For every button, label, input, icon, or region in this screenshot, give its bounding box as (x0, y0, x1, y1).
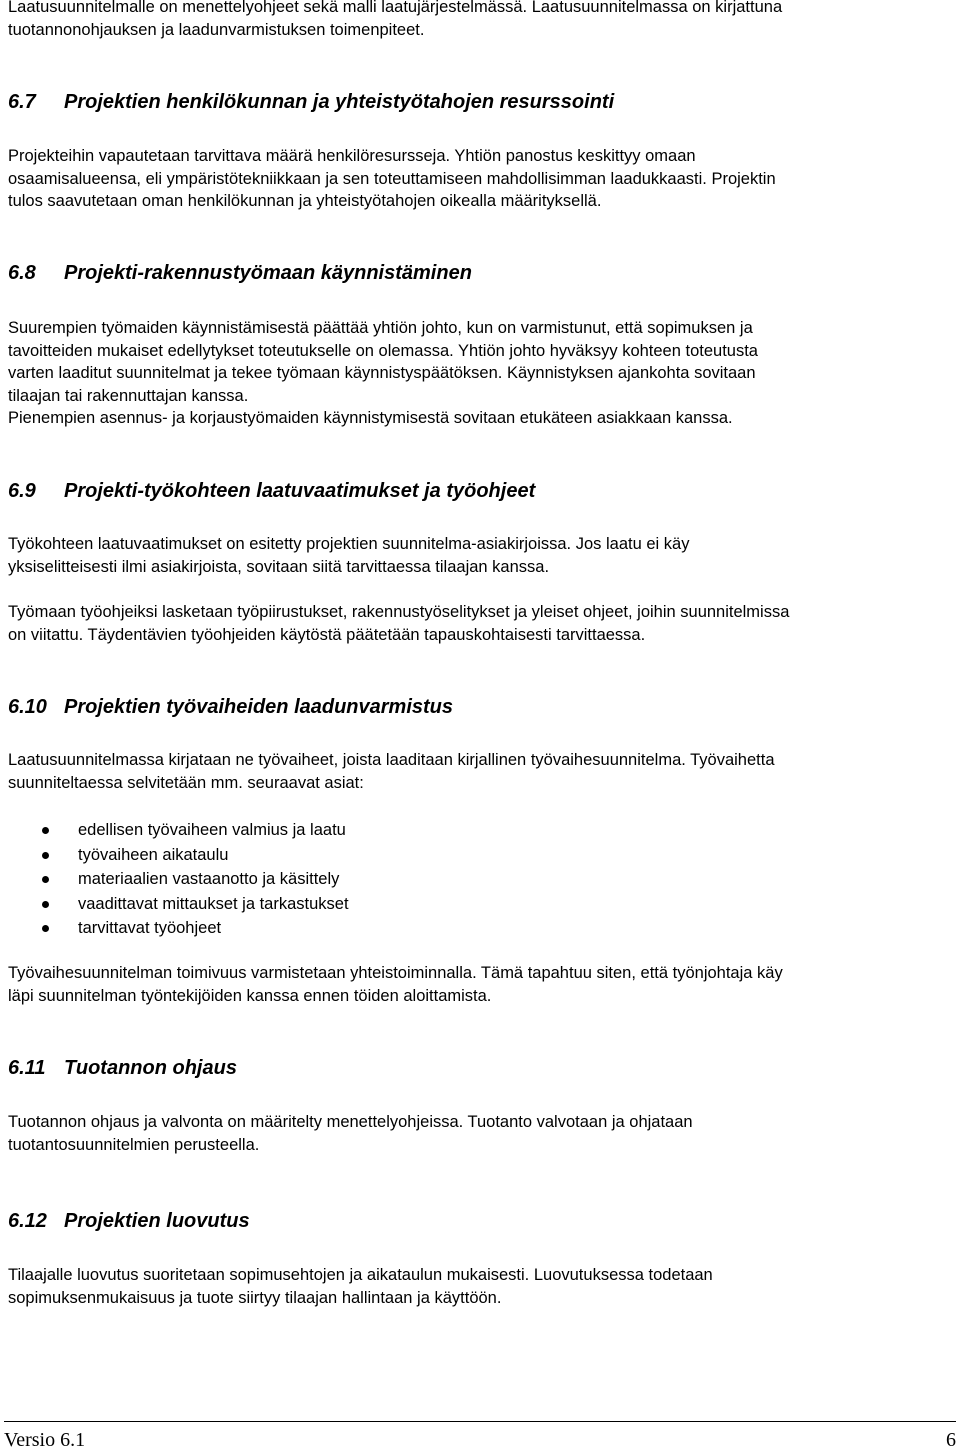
bullet-icon (42, 827, 49, 834)
section-number: 6.8 (8, 262, 36, 284)
list-item (8, 892, 349, 917)
text-line: tilaajan tai rakennuttajan kanssa. (8, 386, 249, 405)
text-line: Tilaajalle luovutus suoritetaan sopimusehtojen ja aikataulun mukaisesti. Luovutuksessa todetaan (8, 1266, 713, 1284)
section-6-10-paragraph-1 (8, 749, 958, 794)
list-item-text: vaadittavat mittaukset ja tarkastukset (78, 894, 349, 913)
text-line: Työkohteen laatuvaatimukset on esitetty projektien suunnitelma-asiakirjoissa. Jos laatu ei käy (8, 535, 690, 553)
section-6-12-paragraph (8, 1264, 958, 1309)
list-item-text: edellisen työvaiheen valmius ja laatu (78, 821, 346, 839)
section-heading-6-10 (8, 695, 453, 719)
text-line: yksiselitteisesti ilmi asiakirjoista, sovitaan siitä tarvittaessa tilaajan kanssa. (8, 557, 550, 576)
text-line: Työmaan työohjeiksi lasketaan työpiirustukset, rakennustyöselitykset ja yleiset ohjeet, joihin suunnitelmissa (8, 603, 790, 621)
section-number: 6.11 (8, 1057, 46, 1079)
section-title: Projekti-rakennustyömaan käynnistäminen (64, 262, 472, 284)
list-item (8, 867, 349, 892)
section-number: 6.7 (8, 91, 36, 113)
bullet-icon (42, 901, 49, 908)
text-line: sopimuksenmukaisuus ja tuote siirtyy tilaajan hallintaan ja käyttöön. (8, 1288, 502, 1307)
section-6-10-paragraph-2 (8, 962, 958, 1007)
list-item-text: materiaalien vastaanotto ja käsittely (78, 870, 340, 888)
section-title: Projektien työvaiheiden laadunvarmistus (64, 696, 454, 718)
text-line: tulos saavutetaan oman henkilökunnan ja yhteistyötahojen oikealla määrityksellä. (8, 192, 602, 210)
section-number: 6.10 (8, 696, 47, 718)
section-heading-6-12 (8, 1209, 250, 1233)
page-number: 6 (946, 1429, 956, 1451)
section-heading-6-7 (8, 90, 614, 114)
section-6-11-paragraph (8, 1111, 958, 1156)
bullet-icon (42, 925, 49, 932)
section-6-7-paragraph (8, 145, 958, 213)
text-line: tuotannonohjauksen ja laadunvarmistuksen toimenpiteet. (8, 20, 425, 39)
text-line: Projekteihin vapautetaan tarvittava määrä henkilöresursseja. Yhtiön panostus keskittyy omaan (8, 147, 696, 165)
section-6-9-paragraph-2 (8, 601, 958, 646)
list-item-text: tarvittavat työohjeet (78, 919, 222, 937)
text-line: varten laaditut suunnitelmat ja tekee työmaan käynnistyspäätöksen. Käynnistyksen ajankohta sovitaan (8, 364, 756, 382)
footer-version: Versio 6.1 (4, 1429, 86, 1451)
section-heading-6-11 (8, 1056, 237, 1080)
text-line: Laatusuunnitelmalle on menettelyohjeet sekä malli laatujärjestelmässä. Laatusuunnitelmassa on kirjattuna (8, 0, 783, 16)
text-line: Suurempien työmaiden käynnistämisestä päättää yhtiön johto, kun on varmistunut, että sopimuksen ja (8, 319, 753, 337)
text-line: Laatusuunnitelmassa kirjataan ne työvaiheet, joista laaditaan kirjallinen työvaihesuunnitelma. Työvaihetta (8, 751, 775, 769)
section-heading-6-8 (8, 261, 472, 285)
section-title: Projektien henkilökunnan ja yhteistyötahojen resurssointi (64, 91, 615, 113)
intro-paragraph (8, 0, 958, 41)
list-item (8, 843, 349, 868)
bullet-icon (42, 876, 49, 883)
bullet-list (8, 818, 349, 941)
section-heading-6-9 (8, 479, 535, 503)
section-number: 6.12 (8, 1210, 47, 1232)
section-number: 6.9 (8, 480, 36, 502)
text-line: osaamisalueensa, eli ympäristötekniikkaan ja sen toteuttamiseen mahdollisimman laadukkaasti. Projektin (8, 169, 776, 188)
section-title: Projektien luovutus (64, 1210, 250, 1232)
list-item (8, 818, 349, 843)
section-6-9-paragraph-1 (8, 533, 958, 578)
text-line: tavoitteiden mukaiset edellytykset toteutukselle on olemassa. Yhtiön johto hyväksyy kohteen toteutusta (8, 341, 758, 360)
text-line: tuotantosuunnitelmien perusteella. (8, 1135, 260, 1154)
text-line: Pienempien asennus- ja korjaustyömaiden käynnistymisestä sovitaan etukäteen asiakkaan kanssa. (8, 409, 733, 427)
list-item (8, 916, 349, 941)
footer-divider (4, 1421, 956, 1422)
text-line: läpi suunnitelman työntekijöiden kanssa ennen töiden aloittamista. (8, 986, 492, 1005)
bullet-icon (42, 852, 49, 859)
text-line: Tuotannon ohjaus ja valvonta on määritelty menettelyohjeissa. Tuotanto valvotaan ja ohjataan (8, 1113, 693, 1131)
text-line: on viitattu. Täydentävien työohjeiden käytöstä päätetään tapauskohtaisesti tarvittaessa. (8, 625, 646, 644)
list-item-text: työvaiheen aikataulu (78, 845, 229, 864)
section-6-8-paragraph (8, 317, 958, 430)
section-title: Tuotannon ohjaus (64, 1057, 237, 1079)
text-line: suunniteltaessa selvitetään mm. seuraavat asiat: (8, 773, 364, 792)
text-line: Työvaihesuunnitelman toimivuus varmistetaan yhteistoiminnalla. Tämä tapahtuu siten, että työnjohtaja käy (8, 964, 783, 982)
section-title: Projekti-työkohteen laatuvaatimukset ja työohjeet (64, 480, 536, 502)
